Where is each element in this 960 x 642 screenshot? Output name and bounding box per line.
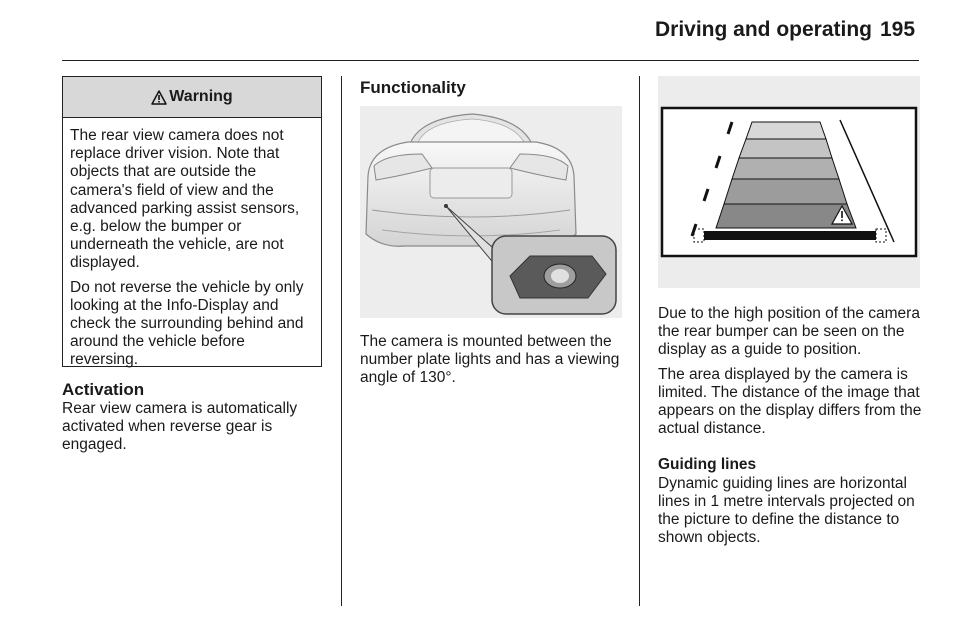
camera-display-illustration — [658, 76, 920, 288]
display-section-text — [658, 305, 923, 547]
display-paragraph: The area displayed by the camera is limited. The distance of the image that appears on the display differs from the actual distance. — [658, 365, 922, 438]
guiding-lines-display — [658, 76, 920, 288]
warning-box — [62, 76, 322, 367]
car-rear-camera-illustration — [360, 106, 622, 318]
warning-paragraph: Do not reverse the vehicle by only looking at the Info-Display and check the surrounding behind and around the vehicle before reversing. — [70, 278, 304, 369]
car-rear-illustration — [360, 106, 622, 318]
activation-section — [62, 380, 324, 455]
warning-body — [63, 118, 321, 370]
warning-paragraph: The rear view camera does not replace driver vision. Note that objects that are outside the camera's field of view and the advanced parking assist sensors, e.g. below the bumper or underneath the vehicle, are not displayed. — [70, 127, 300, 272]
display-paragraph: Due to the high position of the camera the rear bumper can be seen on the display as a guide to position. — [658, 305, 920, 359]
header-title: Driving and operating — [655, 18, 873, 41]
activation-text: Rear view camera is automatically activated when reverse gear is engaged. — [62, 400, 298, 454]
column-divider-right — [639, 76, 640, 606]
warning-title: Warning — [169, 88, 233, 105]
activation-heading: Activation — [62, 380, 145, 399]
functionality-caption: The camera is mounted between the number plate lights and has a viewing angle of 130°. — [360, 333, 620, 387]
column-divider-left — [341, 76, 342, 606]
functionality-heading: Functionality — [360, 78, 466, 97]
warning-triangle-icon — [151, 90, 167, 105]
warning-header — [63, 77, 321, 118]
guiding-lines-text: Dynamic guiding lines are horizontal lines in 1 metre intervals projected on the picture to define the distance to shown objects. — [658, 474, 915, 547]
header-rule — [62, 60, 919, 61]
guiding-lines-heading: Guiding lines — [658, 456, 757, 474]
page-number: 195 — [880, 18, 916, 41]
